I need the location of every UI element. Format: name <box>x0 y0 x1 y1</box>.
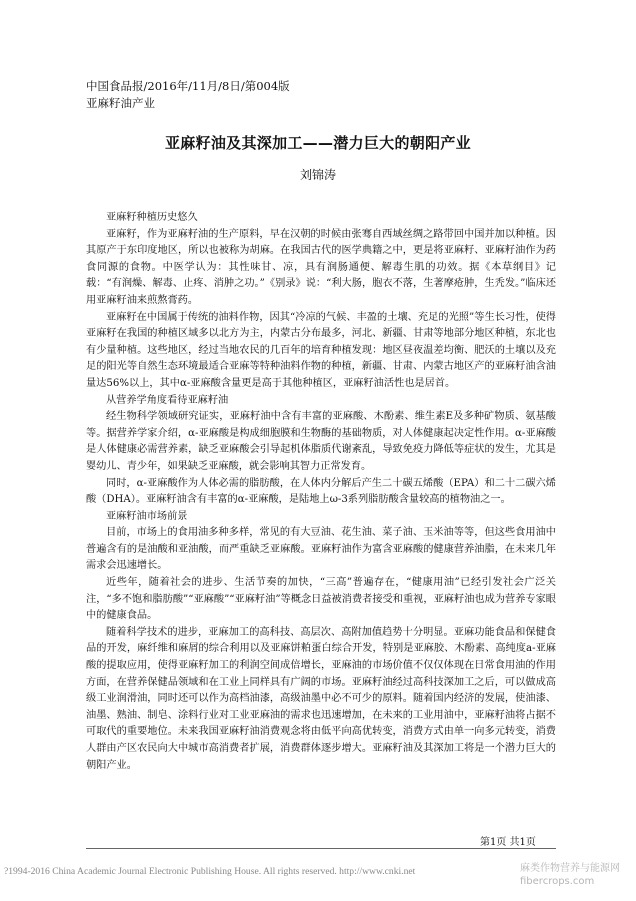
watermark-line: 麻类作物营养与能源网 <box>520 863 620 874</box>
section-heading: 亚麻籽种植历史悠久 <box>106 212 198 223</box>
paragraph: 近些年，随着社会的进步、生活节奏的加快，“三高”普遍存在，“健康用油”已经引发社会广泛关注，“多不饱和脂肪酸”“亚麻酸”“亚麻籽油”等概念日益被消费者接受和重视，亚麻籽油也成为营养专家眼中的健康食品。 <box>86 577 556 622</box>
paragraph: 随着科学技术的进步，亚麻加工的高科技、高层次、高附加值趋势十分明显。亚麻功能食品和保健食品的开发，麻纤维和麻屑的综合利用以及亚麻饼粕蛋白综合开发，特别是亚麻胶、木酚素、高纯度a-亚麻酸的提取应用，使得亚麻籽加工的利润空间成倍增长，亚麻油的市场价值不仅仅体现在日常食用油的作用方面，在营养保健品领域和在工业上同样具有广阔的市场。亚麻籽油经过高科技深加工之后，可以做成高级工业润滑油，同时还可以作为高档油漆，高级油墨中必不可少的原料。随着国内经济的发展，使油漆、油墨、熟油、制皂、涂料行业对工业亚麻油的需求也迅速增加，在未来的工业用油中，亚麻籽油将占据不可取代的重要地位。未来我国亚麻籽油消费观念将由低平向高优转变，消费方式由单一向多元转变，消费人群由产区农民向大中城市高消费者扩展，消费群体逐步增大。亚麻籽油及其深加工将是一个潜力巨大的朝阳产业。 <box>86 626 556 771</box>
article-body <box>86 210 556 774</box>
article-title: 亚麻籽油及其深加工——潜力巨大的朝阳产业 <box>164 134 471 152</box>
watermark-line: fibercrops.com <box>520 876 595 887</box>
copyright-line: ?1994-2016 China Academic Journal Electronic Publishing House. All rights reserved. http://www.cnki.net <box>4 866 416 877</box>
article-author: 刘锦涛 <box>299 168 336 182</box>
section-heading: 亚麻籽油市场前景 <box>106 510 188 522</box>
paragraph: 目前，市场上的食用油多种多样，常见的有大豆油、花生油、菜子油、玉米油等等，但这些食用油中普遍含有的是油酸和亚油酸，而严重缺乏亚麻酸。亚麻籽油作为富含亚麻酸的健康营养油脂，在未来几年需求会迅速增长。 <box>86 527 556 572</box>
paragraph: 亚麻籽在中国属于传统的油料作物，因其“冷凉的气候、丰盈的土壤、充足的光照”等生长习性，使得亚麻籽在我国的种植区域多以北方为主，内蒙古分布最多，河北、新疆、甘肃等地部分地区种植，东北也有少量种植。这些地区，经过当地农民的几百年的培育种植发现：地区昼夜温差均衡、肥沃的土壤以及充足的阳光等自然生态环境最适合亚麻等特种油料作物的种植，新疆、甘肃、内蒙古地区产的亚麻籽油含油量达56%以上，其中α-亚麻酸含量更是高于其他种植区，亚麻籽油活性也是居首。 <box>86 311 556 389</box>
site-watermark <box>520 862 620 888</box>
page-number: 第1页 共1页 <box>480 837 536 848</box>
section-label: 亚麻籽油产业 <box>86 96 155 110</box>
paragraph: 亚麻籽，作为亚麻籽油的生产原料，早在汉朝的时候由张骞自西域丝绸之路带回中国并加以种植。因其原产于东印度地区，所以也被称为胡麻。在我国古代的医学典籍之中，更是将亚麻籽、亚麻籽油作为药食同源的食物。中医学认为：其性味甘、凉，具有润肠通便、解毒生肌的功效。据《本草纲目》记载：“有润燥、解毒、止疼、消肿之功。”《别录》说：“利大肠，胞衣不落，生著摩疮肿，生秃发。”临床还用亚麻籽油来煎熬膏药。 <box>86 228 556 306</box>
section-heading: 从营养学角度看待亚麻籽油 <box>106 394 229 406</box>
paragraph: 同时，α-亚麻酸作为人体必需的脂肪酸，在人体内分解后产生二十碳五烯酸（EPA）和二十二碳六烯酸（DHA）。亚麻籽油含有丰富的α-亚麻酸，是陆地上ω-3系列脂肪酸含量较高的植物油之一。 <box>86 477 556 506</box>
source-line: 中国食品报/2016年/11月/8日/第004版 <box>86 79 290 93</box>
footer-divider <box>86 848 556 849</box>
paragraph: 经生物科学领域研究证实，亚麻籽油中含有丰富的亚麻酸、木酚素、维生素E及多种矿物质、氨基酸等。据营养学家介绍，α-亚麻酸是构成细胞膜和生物酶的基础物质，对人体健康起决定性作用。α-亚麻酸是人体健康必需营养素，缺乏亚麻酸会引导起机体脂质代谢紊乱，导致免疫力降低等症状的发生，尤其是婴幼儿、青少年，如果缺乏亚麻酸，就会影响其智力正常发育。 <box>86 411 556 472</box>
